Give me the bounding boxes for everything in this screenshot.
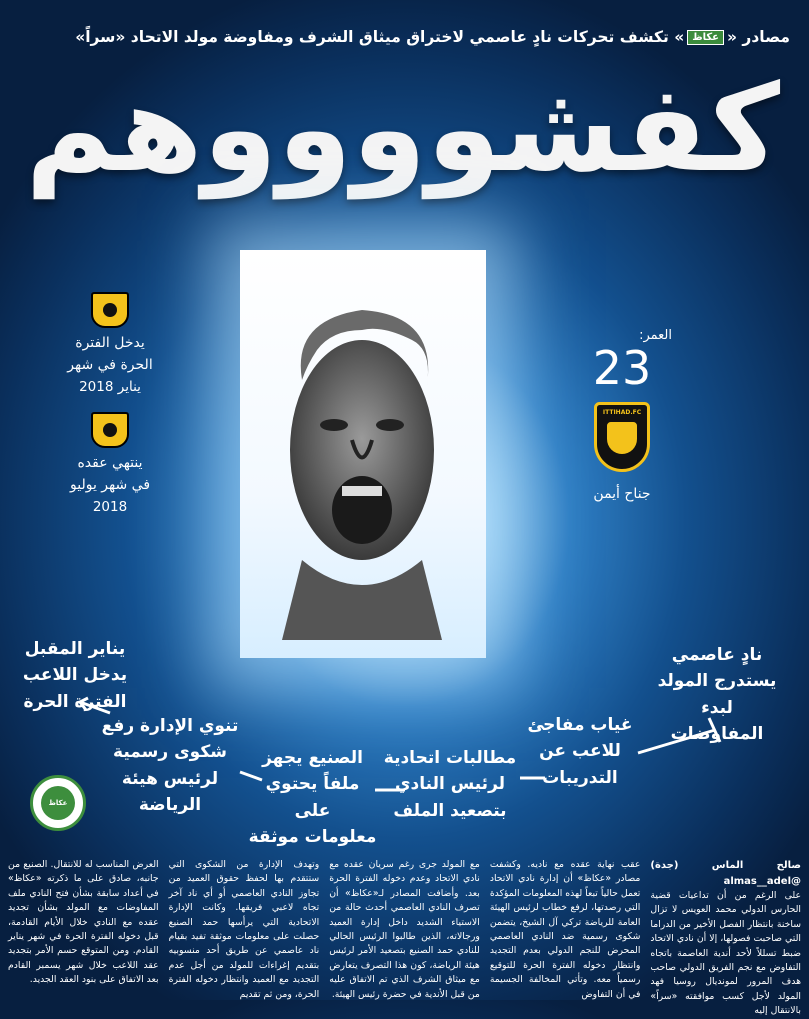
- player-info: [572, 328, 672, 502]
- article-body: [8, 858, 801, 1017]
- contract-end-stat: [55, 412, 165, 518]
- hero-title: كفشووووهم: [25, 60, 780, 199]
- headline-prefix: مصادر «: [727, 28, 790, 46]
- flow-step-6: يناير المقبل يدخل اللاعب الفترة الحرة: [22, 639, 128, 712]
- free-period-stat: [55, 292, 165, 398]
- free-period-text: يدخل الفترة الحرة في شهر يناير 2018: [67, 335, 153, 395]
- okaz-logo: عكاظ: [687, 30, 724, 45]
- flow-step-5: تنوي الإدارة رفع شكوى رسمية لرئيس هيئة الرياضة: [101, 716, 239, 816]
- connector-1: [638, 730, 715, 753]
- connector-4: [240, 772, 262, 780]
- position-label: جناح أيمن: [593, 485, 651, 502]
- ittihad-crest-icon: [91, 292, 129, 328]
- flow-step-2: غياب مفاجئ للاعب عن التدريبات: [527, 715, 633, 788]
- age-label: العمر:: [639, 328, 672, 343]
- glow-door: [240, 250, 486, 658]
- ittihad-club-crest-icon: ITTIHAD.FC: [594, 402, 650, 472]
- okaz-badge-icon: عكاظ: [30, 775, 86, 831]
- article-col-5: العرض المناسب له للانتقال. الصنيع من جانبه، صادق على ما ذكرته «عكاظ» في أعداد سابقة بشأن فتح النادي ملف المفاوضات مع المولد بشأن تجديد عقده مع النادي خلال الأيام القادمة، قبل دخوله الفترة الحرة في شهر يناير القادم. ومن المتوقع حسم الأمر بتجديد عقد اللاعب خلال شهر يسمبر القادم بعد الاتفاق على بنود العقد الجديد.: [8, 859, 159, 986]
- article-col-4: وتهدف الإدارة من الشكوى التي ستتقدم بها لحفظ حقوق العميد من تجاوز النادي العاصمي أو أي ناد آخر تجاه لاعبي فريقها. وكانت الإدارة الاتحادية التي يرأسها حمد الصنيع حصلت على معلومات موثقة تفيد بقيام ناد عاصمي عن طريق أحد منسوبيه بتقديم إغراءات للمولد من أجل عدم التجديد مع العميد وانتظار دخوله الفترة الحرة، ومن ثم تقديم: [168, 859, 320, 1000]
- flow-step-4: الصنيع يجهز ملفاً يحتوي على معلومات موثقة: [248, 748, 377, 848]
- flow-connectors: [0, 600, 809, 810]
- flow-step-3: مطالبات اتحادية لرئيس النادي بتصعيد الملف: [383, 748, 517, 821]
- article-col-1: صالح الماس (جدة) @almas__adel على الرغم من أن تداعيات قضية الحارس الدولي محمد العويس لا تزال ساخنة بانتظار الفصل الأخير من الدراما التي صاحبت فصولها، إلا أن نادي الاتحاد ضبط تسللاً لأحد أندية العاصمة باتجاه التفاوض مع نجم الفريق الدولي صاحب هدف المرور لمونديال روسيا فهد المولد لأجل كسب موافقته «سراً» بالانتقال إليه: [650, 860, 801, 1017]
- age-value: 23: [592, 341, 652, 395]
- flow-step-1: نادٍ عاصمي يستدرج المولد لبدء المفاوضات: [657, 645, 777, 745]
- byline: صالح الماس (جدة) @almas__adel: [650, 860, 801, 887]
- article-col-3: مع المولد جرى رغم سريان عقده مع نادي الاتحاد وعدم دخوله الفترة الحرة بعد. وأضافت المصادر لـ«عكاظ» أن تصرف النادي العاصمي أحدث حالة من الاستياء الشديد داخل إدارة العميد ورجالاته، الذين طالبوا الرئيس الحالي للنادي حمد الصنيع بتصعيد الأمر لرئيس هيئة الرياضة، كون هذا التصرف يتعارض مع ميثاق الشرف الذي تم الاتفاق عليه من قبل الأندية في حضرة رئيس الهيئة.: [329, 859, 480, 1000]
- article-col-2: عقب نهاية عقده مع ناديه. وكشفت مصادر «عكاظ» أن إدارة نادي الاتحاد تعمل حالياً تبعاً لهذه المعلومات المؤكدة التي رصدتها، لرفع خطاب لرئيس الهيئة العامة للرياضة تركي آل الشيخ، يتضمن شكوى رسمية ضد النادي العاصمي المحرض للنجم الدولي بعدم التجديد وانتظار دخوله الفترة الحرة للتوقيع رسمياً معه. وتأتي المخالفة الجسيمة في أن التفاوض: [489, 859, 641, 1000]
- contract-end-text: ينتهي عقده في شهر يوليو 2018: [69, 455, 151, 515]
- headline-rest: » تكشف تحركات نادٍ عاصمي لاختراق ميثاق الشرف ومفاوضة مولد الاتحاد «سراً»: [75, 28, 685, 46]
- ittihad-crest-icon: [91, 412, 129, 448]
- player-portrait: [262, 290, 462, 640]
